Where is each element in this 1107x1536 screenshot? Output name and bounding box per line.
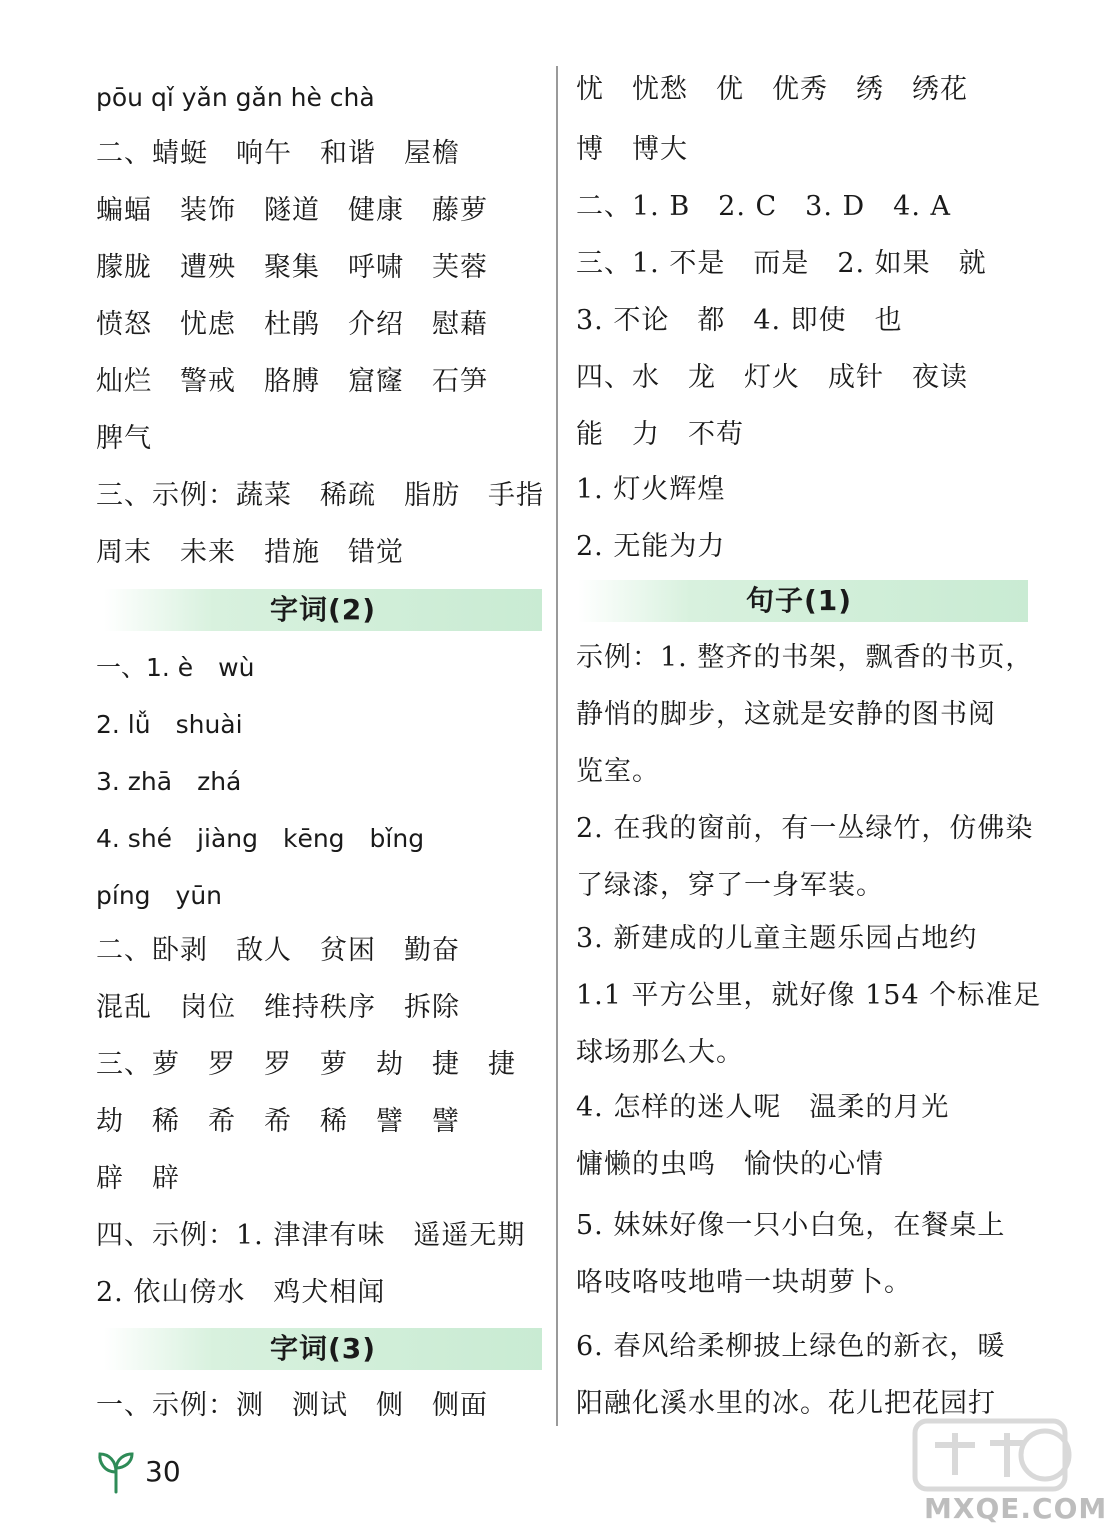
answer-line: píng yūn xyxy=(96,881,223,910)
section-banner xyxy=(104,589,542,631)
sprout-icon xyxy=(96,1448,136,1494)
answer-line: 愤怒 忧虑 杜鹃 介绍 慰藉 xyxy=(96,309,488,340)
answer-line: 四、示例：1. 津津有味 遥遥无期 xyxy=(96,1220,526,1251)
answer-line: 1.1 平方公里，就好像 154 个标准足 xyxy=(576,980,1042,1011)
section-banner xyxy=(578,580,1028,622)
answer-line: 3. zhā zhá xyxy=(96,767,242,796)
answer-line: 阳融化溪水里的冰。花儿把花园打 xyxy=(576,1388,996,1419)
answer-line: 慵懒的虫鸣 愉快的心情 xyxy=(576,1149,884,1180)
answer-line: 忧 忧愁 优 优秀 绣 绣花 xyxy=(576,74,968,105)
answer-line: 博 博大 xyxy=(576,134,688,165)
answer-line: 一、1. è wù xyxy=(96,653,255,682)
answer-line: 3. 不论 都 4. 即使 也 xyxy=(576,305,903,336)
answer-line: 灿烂 警戒 胳膊 窟窿 石笋 xyxy=(96,366,488,397)
answer-line: 静悄的脚步，这就是安静的图书阅 xyxy=(576,699,996,730)
answer-line: 三、1. 不是 而是 2. 如果 就 xyxy=(576,248,987,279)
answer-line: 混乱 岗位 维持秩序 拆除 xyxy=(96,992,460,1023)
answer-line: 一、示例：测 测试 侧 侧面 xyxy=(96,1390,488,1421)
section-title: 句子(1) xyxy=(746,584,853,617)
answer-line: 览室。 xyxy=(576,756,660,787)
answer-line: pōu qǐ yǎn gǎn hè chà xyxy=(96,83,375,112)
answer-line: 5. 妹妹好像一只小白兔，在餐桌上 xyxy=(576,1210,1006,1241)
answer-line: 4. shé jiàng kēng bǐng xyxy=(96,824,425,853)
section-title: 字词(2) xyxy=(270,593,377,626)
section-banner xyxy=(104,1328,542,1370)
column-divider xyxy=(556,66,558,1426)
answer-line: 二、蜻蜓 响午 和谐 屋檐 xyxy=(96,138,460,169)
answer-line: 2. 在我的窗前，有一丛绿竹，仿佛染 xyxy=(576,813,1034,844)
answer-line: 三、示例：蔬菜 稀疏 脂肪 手指 xyxy=(96,480,544,511)
answer-line: 三、萝 罗 罗 萝 劫 捷 捷 xyxy=(96,1049,516,1080)
answer-line: 3. 新建成的儿童主题乐园占地约 xyxy=(576,923,978,954)
answer-line: 4. 怎样的迷人呢 温柔的月光 xyxy=(576,1092,950,1123)
answer-line: 咯吱咯吱地啃一块胡萝卜。 xyxy=(576,1267,912,1298)
answer-line: 球场那么大。 xyxy=(576,1037,744,1068)
answer-line: 劫 稀 希 希 稀 譬 譬 xyxy=(96,1106,460,1137)
answer-line: 2. lǚ shuài xyxy=(96,710,243,739)
answer-line: 四、水 龙 灯火 成针 夜读 xyxy=(576,362,968,393)
answer-line: 示例：1. 整齐的书架，飘香的书页， xyxy=(576,642,1034,673)
answer-line: 周末 未来 措施 错觉 xyxy=(96,537,404,568)
answer-line: 朦胧 遭殃 聚集 呼啸 芙蓉 xyxy=(96,252,488,283)
answer-line: 二、卧剥 敌人 贫困 勤奋 xyxy=(96,935,460,966)
answer-line: 6. 春风给柔柳披上绿色的新衣，暖 xyxy=(576,1331,1006,1362)
answer-line: 2. 无能为力 xyxy=(576,531,726,562)
page-number: 30 xyxy=(145,1455,181,1488)
answer-line: 蝙蝠 装饰 隧道 健康 藤萝 xyxy=(96,195,488,226)
answer-line: 二、1. B 2. C 3. D 4. A xyxy=(576,191,952,222)
section-title: 字词(3) xyxy=(270,1332,377,1365)
answer-line: 了绿漆，穿了一身军装。 xyxy=(576,870,884,901)
answer-line: 辟 辟 xyxy=(96,1163,180,1194)
watermark-text: MXQE.COM xyxy=(924,1492,1107,1525)
answer-line: 2. 依山傍水 鸡犬相闻 xyxy=(96,1277,386,1308)
answer-line: 能 力 不苟 xyxy=(576,419,744,450)
answer-line: 脾气 xyxy=(96,423,152,454)
answer-line: 1. 灯火辉煌 xyxy=(576,474,726,505)
